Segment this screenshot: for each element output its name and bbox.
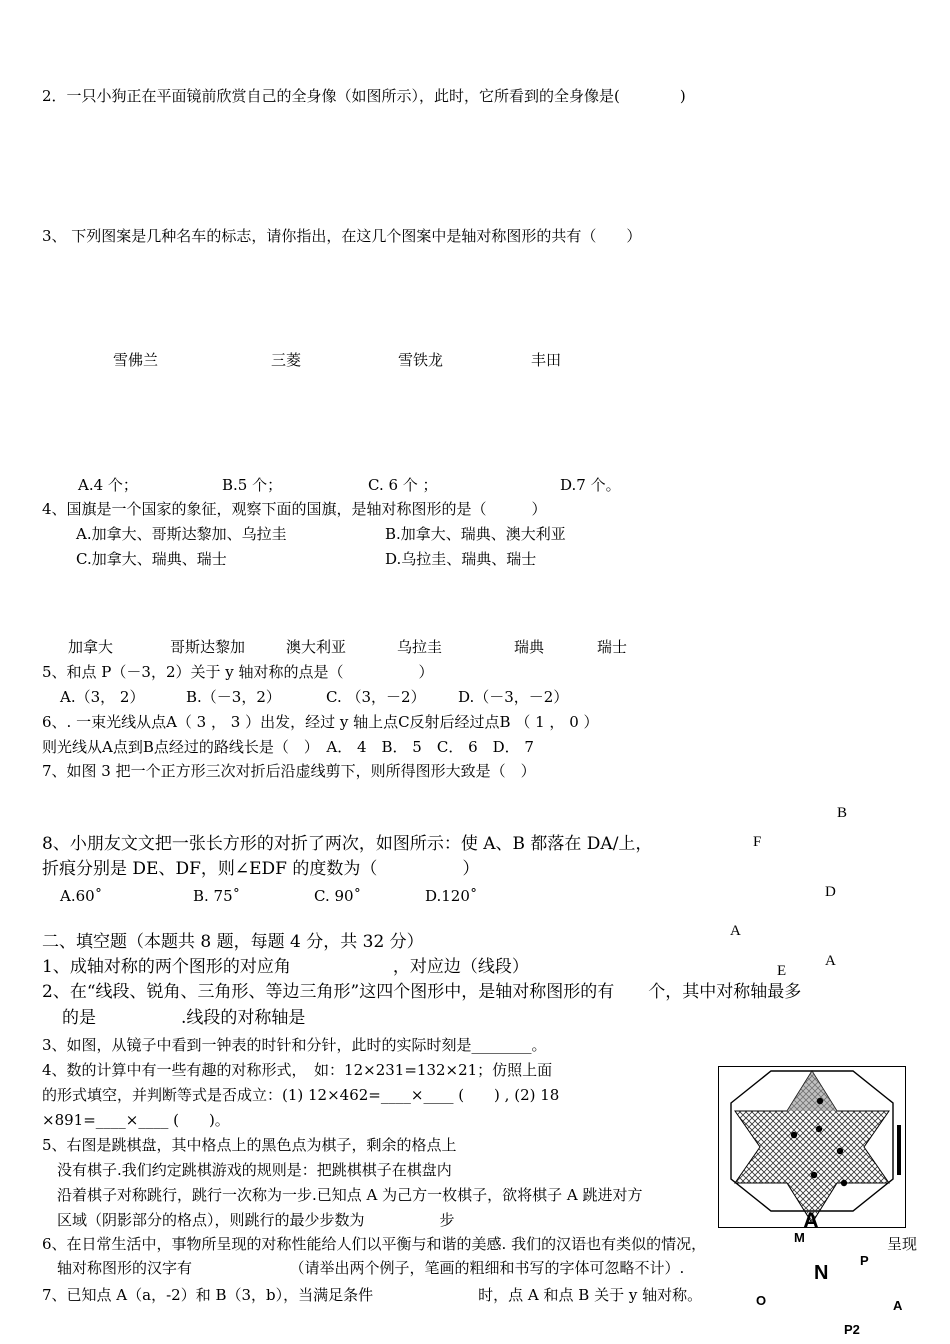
fill-2-line1: 2、在“线段、锐角、三角形、等边三角形”这四个图形中，是轴对称图形的有 个，其中对称轴最多	[42, 982, 802, 1002]
q4-option-c: C.加拿大、瑞典、瑞士	[76, 550, 227, 568]
q8-option-c: C. 90˚	[314, 887, 362, 905]
q3-option-d: D.7 个。	[560, 476, 621, 494]
section-2-title: 二、填空题（本题共 8 题，每题 4 分，共 32 分）	[42, 932, 424, 952]
q5-option-d: D.（－3，－2）	[458, 688, 569, 706]
fill-4-line3: ×891=____×____ ( )。	[42, 1111, 230, 1129]
question-2: 2．一只小狗正在平面镜前欣赏自己的全身像（如图所示），此时，它所看到的全身像是( )	[42, 87, 686, 105]
q4-option-d: D.乌拉圭、瑞典、瑞士	[385, 550, 537, 568]
fig8-label-a2: A	[825, 953, 836, 969]
fill-6-line1: 6、在日常生活中，事物所呈现的对称性能给人们以平衡与和谐的美感. 我们的汉语也有类似的情况，	[42, 1235, 707, 1253]
flag-name-costa-rica: 哥斯达黎加	[170, 638, 246, 656]
question-5: 5、和点 P（－3，2）关于 y 轴对称的点是（ ）	[42, 663, 434, 681]
fill-5-line2: 没有棋子.我们约定跳棋游戏的规则是：把跳棋棋子在棋盘内	[57, 1161, 452, 1179]
q4-option-b: B.加拿大、瑞典、澳大利亚	[385, 525, 566, 543]
car-name-toyota: 丰田	[531, 351, 562, 369]
fill-6-line2: 轴对称图形的汉字有 （请举出两个例子，笔画的粗细和书写的字体可忽略不计）.	[57, 1259, 685, 1277]
car-name-mitsubishi: 三菱	[271, 351, 302, 369]
fig-label-p2: P2	[844, 1322, 860, 1337]
question-6-line1: 6、. 一束光线从点A（ 3 ， 3 ）出发，经过 y 轴上点C反射后经过点B （ 1 ， 0 ）	[42, 713, 599, 731]
q8-option-d: D.120˚	[425, 887, 478, 905]
fill-1: 1、成轴对称的两个图形的对应角 ，对应边（线段）	[42, 957, 529, 977]
fig8-label-d: D	[825, 884, 836, 900]
question-8-line1: 8、小朋友文文把一张长方形的对折了两次，如图所示：使 A、B 都落在 DA/上，	[42, 834, 653, 854]
fig-label-n: N	[814, 1262, 829, 1284]
fill-4-line1: 4、数的计算中有一些有趣的对称形式， 如：12×231=132×21；仿照上面	[42, 1061, 553, 1079]
q3-option-b: B.5 个；	[222, 476, 283, 494]
fill-4-line2: 的形式填空，并判断等式是否成立：(1) 12×462=____×____ ( ) , (2) 18	[42, 1086, 560, 1104]
fill-3: 3、如图，从镜子中看到一钟表的时针和分针，此时的实际时刻是________。	[42, 1036, 547, 1054]
fill-7: 7、已知点 A（a，-2）和 B（3，b），当满足条件 时，点 A 和点 B 关于 y 轴对称。	[42, 1286, 703, 1304]
board-label-a: A	[803, 1208, 819, 1233]
board-drawing	[719, 1067, 905, 1227]
fig-label-m: M	[794, 1230, 805, 1245]
question-3: 3、 下列图案是几种名车的标志，请你指出，在这几个图案中是轴对称图形的共有（ ）	[42, 227, 642, 245]
q5-option-a: A.（3， 2）	[60, 688, 145, 706]
flag-name-switzerland: 瑞士	[597, 638, 628, 656]
car-name-citroen: 雪铁龙	[398, 351, 444, 369]
flag-name-canada: 加拿大	[68, 638, 114, 656]
fig8-label-e: E	[777, 963, 787, 979]
fig-label-o: O	[756, 1293, 767, 1308]
flag-name-sweden: 瑞典	[514, 638, 545, 656]
flag-name-uruguay: 乌拉圭	[397, 638, 443, 656]
q8-option-a: A.60˚	[60, 887, 103, 905]
fig-label-a: A	[893, 1298, 903, 1313]
car-name-chevrolet: 雪佛兰	[113, 351, 159, 369]
flag-name-australia: 澳大利亚	[286, 638, 347, 656]
fill-5-line4: 区域（阴影部分的格点），则跳行的最少步数为 步	[57, 1211, 455, 1229]
fig8-label-a1: A	[730, 923, 741, 939]
chinese-checkers-board	[718, 1066, 906, 1228]
fill-5-line3: 沿着棋子对称跳行，跳行一次称为一步.已知点 A 为己方一枚棋子，欲将棋子 A 跳进对方	[57, 1186, 643, 1204]
question-7: 7、如图 3 把一个正方形三次对折后沿虚线剪下，则所得图形大致是（ ）	[42, 762, 536, 780]
fig8-label-f: F	[753, 834, 762, 850]
q5-option-c: C. （3，－2）	[326, 688, 426, 706]
fill-6-tail: 呈现	[887, 1235, 918, 1253]
fig8-label-b: B	[837, 805, 848, 821]
q5-option-b: B.（－3，2）	[186, 688, 281, 706]
fig-label-p: P	[860, 1253, 869, 1268]
question-8-line2: 折痕分别是 DE、DF，则∠EDF 的度数为（ ）	[42, 859, 480, 879]
question-6-line2: 则光线从A点到B点经过的路线长是（ ） A． 4 B． 5 C． 6 D． 7	[42, 738, 534, 756]
q8-option-b: B. 75˚	[193, 887, 241, 905]
q4-option-a: A.加拿大、哥斯达黎加、乌拉圭	[76, 525, 287, 543]
question-4: 4、国旗是一个国家的象征，观察下面的国旗，是轴对称图形的是（ ）	[42, 500, 547, 518]
q3-option-c: C. 6 个 ；	[368, 476, 438, 494]
fill-2-line2: 的是 .线段的对称轴是	[62, 1008, 306, 1028]
fill-5-line1: 5、右图是跳棋盘，其中格点上的黑色点为棋子，剩余的格点上	[42, 1136, 457, 1154]
q3-option-a: A.4 个；	[78, 476, 138, 494]
